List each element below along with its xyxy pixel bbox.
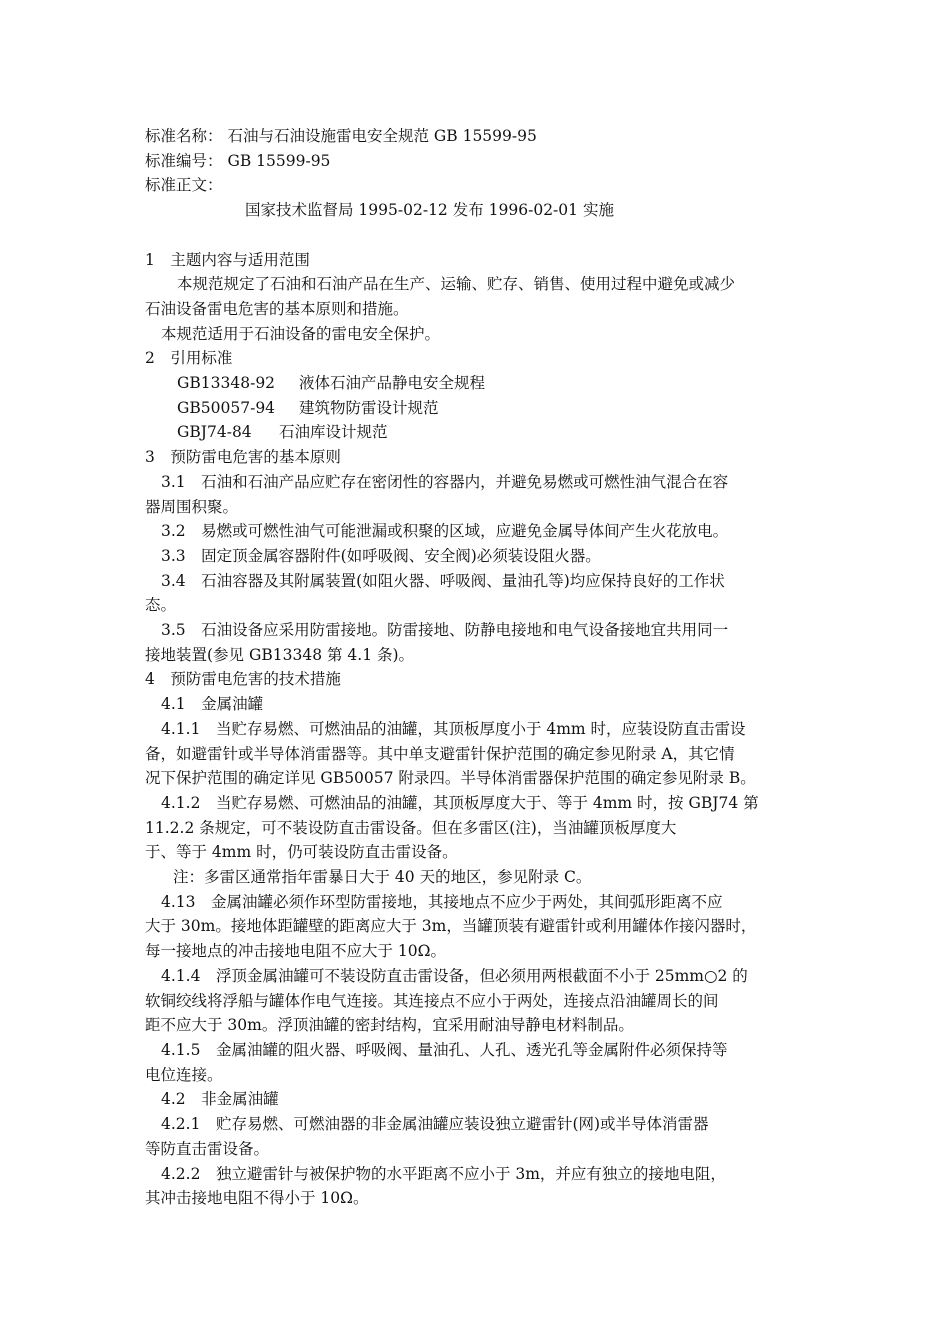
paragraph-line: 器周围积聚。 bbox=[145, 497, 239, 516]
paragraph-line: 11.2.2 条规定，可不装设防直击雷设备。但在多雷区(注)，当油罐顶板厚度大 bbox=[145, 818, 677, 837]
paragraph-line: 大于 30m。接地体距罐壁的距离应大于 3m，当罐顶装有避雷针或利用罐体作接闪器时， bbox=[145, 917, 757, 936]
clause-3-5: 3.5 石油设备应采用防雷接地。防雷接地、防静电接地和电气设备接地宜共用同一 bbox=[161, 621, 729, 640]
paragraph-line: 本规范规定了石油和石油产品在生产、运输、贮存、销售、使用过程中避免或减少 bbox=[177, 275, 736, 294]
section-1-heading: 1 主题内容与适用范围 bbox=[145, 250, 310, 269]
paragraph-line: 电位连接。 bbox=[145, 1065, 223, 1084]
paragraph-line: 本规范适用于石油设备的雷电安全保护。 bbox=[161, 324, 441, 343]
section-3-heading: 3 预防雷电危害的基本原则 bbox=[145, 448, 341, 467]
standard-number-line bbox=[145, 149, 795, 174]
paragraph-line: 备，如避雷针或半导体消雷器等。其中单支避雷针保护范围的确定参见附录 A，其它情 bbox=[145, 744, 735, 763]
clause-3-1: 3.1 石油和石油产品应贮存在密闭性的容器内，并避免易燃或可燃性油气混合在容 bbox=[161, 472, 729, 491]
paragraph-line: 况下保护范围的确定详见 GB50057 附录四。半导体消雷器保护范围的确定参见附录 B。 bbox=[145, 769, 756, 788]
clause-4-1-5: 4.1.5 金属油罐的阻火器、呼吸阀、量油孔、人孔、透光孔等金属附件必须保持等 bbox=[161, 1041, 728, 1059]
note-line: 注：多雷区通常指年雷暴日大于 40 天的地区，参见附录 C。 bbox=[173, 868, 592, 887]
reference-row bbox=[145, 420, 795, 445]
clause-4-1-1: 4.1.1 当贮存易燃、可燃油品的油罐，其顶板厚度小于 4mm 时，应装设防直击雷设 bbox=[161, 719, 746, 738]
standard-number-label: 标准编号： bbox=[145, 151, 223, 170]
standard-text-label: 标准正文： bbox=[145, 176, 223, 195]
document-page bbox=[145, 124, 795, 1211]
clause-4-1-4: 4.1.4 浮顶金属油罐可不装设防直击雷设备，但必须用两根截面不小于 25mm○2 的 bbox=[161, 966, 748, 985]
clause-4-1-2: 4.1.2 当贮存易燃、可燃油品的油罐，其顶板厚度大于、等于 4mm 时，按 GBJ74 第 bbox=[161, 793, 759, 812]
paragraph-line: 其冲击接地电阻不得小于 10Ω。 bbox=[145, 1189, 369, 1208]
reference-title: 液体石油产品静电安全规程 bbox=[299, 374, 486, 393]
clause-4-2-heading: 4.2 非金属油罐 bbox=[161, 1090, 279, 1109]
paragraph-line: 软铜绞线将浮船与罐体作电气连接。其连接点不应小于两处，连接点沿油罐周长的间 bbox=[145, 991, 719, 1010]
reference-code: GB50057-94 bbox=[177, 398, 276, 417]
paragraph-line: 接地装置(参见 GB13348 第 4.1 条)。 bbox=[145, 645, 415, 664]
standard-name-line bbox=[145, 124, 795, 149]
clause-4-2-2: 4.2.2 独立避雷针与被保护物的水平距离不应小于 3m，并应有独立的接地电阻， bbox=[161, 1164, 726, 1183]
paragraph-line: 态。 bbox=[145, 596, 177, 615]
blank-line bbox=[145, 223, 795, 248]
reference-code: GB13348-92 bbox=[177, 374, 276, 393]
clause-3-3: 3.3 固定顶金属容器附件(如呼吸阀、安全阀)必须装设阻火器。 bbox=[161, 546, 601, 565]
issuer-line: 国家技术监督局 1995-02-12 发布 1996-02-01 实施 bbox=[245, 201, 614, 220]
clause-3-2: 3.2 易燃或可燃性油气可能泄漏或积聚的区域，应避免金属导体间产生火花放电。 bbox=[161, 522, 729, 541]
paragraph-line: 等防直击雷设备。 bbox=[145, 1139, 270, 1158]
reference-title: 石油库设计规范 bbox=[279, 423, 388, 442]
paragraph-line: 石油设备雷电危害的基本原则和措施。 bbox=[145, 299, 409, 318]
section-2-heading: 2 引用标准 bbox=[145, 349, 233, 368]
clause-4-2-1: 4.2.1 贮存易燃、可燃油器的非金属油罐应装设独立避雷针(网)或半导体消雷器 bbox=[161, 1115, 709, 1134]
section-4-heading: 4 预防雷电危害的技术措施 bbox=[145, 670, 341, 689]
clause-4-1-heading: 4.1 金属油罐 bbox=[161, 695, 264, 714]
paragraph-line: 距不应大于 30m。浮顶油罐的密封结构，宜采用耐油导静电材料制品。 bbox=[145, 1016, 634, 1035]
reference-row bbox=[145, 371, 795, 396]
standard-number-value: GB 15599-95 bbox=[227, 151, 331, 170]
reference-code: GBJ74-84 bbox=[177, 423, 252, 442]
paragraph-line: 每一接地点的冲击接地电阻不应大于 10Ω。 bbox=[145, 942, 447, 961]
paragraph-line: 于、等于 4mm 时，仍可装设防直击雷设备。 bbox=[145, 843, 458, 862]
standard-name-label: 标准名称： bbox=[145, 127, 223, 145]
clause-4-1-3: 4.13 金属油罐必须作环型防雷接地，其接地点不应少于两处，其间弧形距离不应 bbox=[161, 892, 723, 911]
standard-name-value: 石油与石油设施雷电安全规范 GB 15599-95 bbox=[227, 127, 537, 145]
reference-title: 建筑物防雷设计规范 bbox=[299, 398, 439, 417]
reference-row bbox=[145, 396, 795, 421]
clause-3-4: 3.4 石油容器及其附属装置(如阻火器、呼吸阀、量油孔等)均应保持良好的工作状 bbox=[161, 571, 725, 590]
